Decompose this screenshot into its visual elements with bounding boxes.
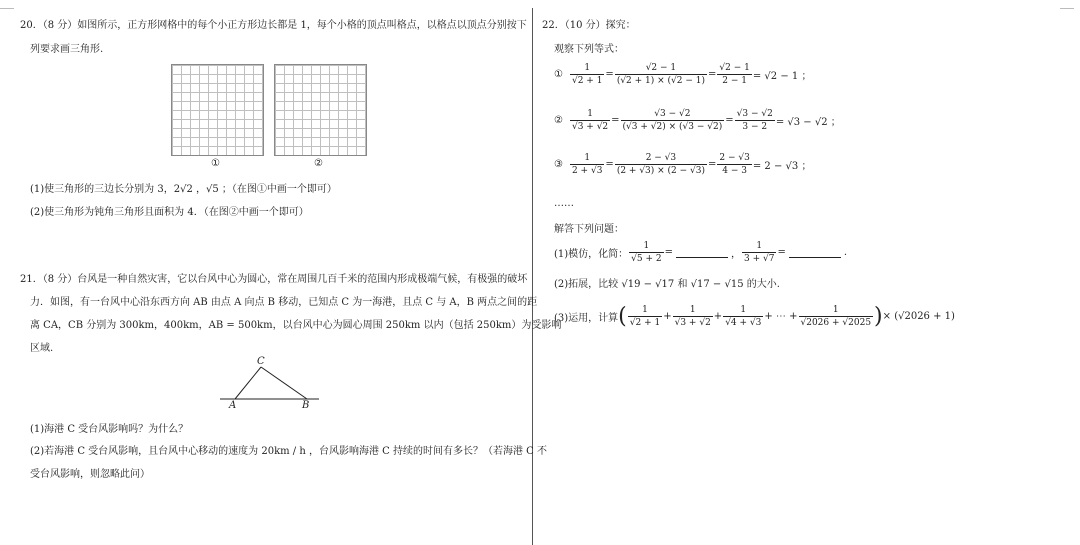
line-bc (261, 367, 307, 399)
q20-sub1: (1)使三角形的三边长分别为 3，2√2 ，√5 ；（在图①中画一个即可） (30, 184, 337, 195)
q22-ellipsis: …… (554, 198, 574, 209)
sub3-term-4: $\frac{1}{√2026 + √2025}$ (800, 305, 872, 328)
eq3-result: = 2 − √3 ； (752, 161, 812, 172)
q22-sub1: (1)模仿，化简： $\frac{1}{√5 + 2}$ = ， $\frac{1}{3 + √7}$ = . (554, 241, 848, 264)
sub3-dots: + ⋯ + (764, 311, 798, 322)
sub3-term-1: $\frac{1}{√2 + 1}$ (629, 305, 661, 328)
eq1-fraction-a: $\frac{1}{√2 + 1}$ (571, 63, 603, 86)
q22-sub3-label: (3)运用，计算 (554, 313, 619, 324)
eq1-result: = √2 − 1 ； (752, 71, 812, 82)
page-corner-right (1060, 0, 1074, 9)
eq2-fraction-a: $\frac{1}{√3 + √2}$ (571, 109, 609, 132)
eq1-fraction-c: $\frac{√2 - 1}{2 - 1}$ (719, 63, 750, 86)
eq2-fraction-b: $\frac{√3 - √2}{(√3 + √2) \times (√3 - √2)}$ (622, 109, 723, 132)
q21-stem-line3: 离 CA，CB 分别为 300km，400km，AB = 500km，以台风中心为圆心周围 250km 以内（包括 250km）为受影响 (30, 320, 562, 331)
q22-sub1-label: (1)模仿，化简： (554, 249, 629, 260)
eq3-fraction-c: $\frac{2 - √3}{4 - 3}$ (719, 153, 750, 176)
q21-stem-line2: 力．如图，有一台风中心沿东西方向 AB 由点 A 向点 B 移动，已知点 C 为一海港，且点 C 与 A，B 两点之间的距 (30, 297, 538, 308)
q22-sub3: (3)运用，计算 ( $\frac{1}{√2 + 1}$ + $\frac{1}{√3 + √2}$ + $\frac{1}{√4 + √3}$ + ⋯ + $\frac{1}{√2026 + √2025}$ ) × (√2026 + 1) (554, 303, 955, 329)
equation-3-number: ③ (554, 159, 563, 170)
sub3-term-2: $\frac{1}{√3 + √2}$ (674, 305, 711, 328)
sub1-fraction-b: $\frac{1}{3 + √7}$ (744, 241, 775, 264)
grid-figure-1-label: ① (211, 158, 220, 169)
q21-stem-line1: 21．（8 分）台风是一种自然灾害，它以台风中心为圆心，常在周围几百千米的范围内形成极端气候，有极强的破坏 (20, 274, 528, 285)
line-ac (235, 367, 261, 399)
q21-sub2-line2: 受台风影响，则忽略此问） (30, 469, 150, 480)
eq3-fraction-a: $\frac{1}{2 + √3}$ (571, 153, 603, 176)
equation-2-number: ② (554, 115, 563, 126)
sub3-tail: × (√2026 + 1) (882, 311, 955, 322)
point-a-label: A (229, 400, 237, 411)
q22-title: 22．（10 分）探究： (542, 20, 636, 31)
grid-figure-2-label: ② (314, 158, 323, 169)
answer-blank-2[interactable] (789, 247, 841, 258)
eq2-result: = √3 − √2 ； (775, 117, 841, 128)
q22-sub2: (2)拓展，比较 √19 − √17 和 √17 − √15 的大小. (554, 279, 780, 290)
column-divider (532, 8, 533, 545)
point-b-label: B (302, 400, 310, 411)
grid-figure-2 (274, 64, 367, 156)
q21-stem-line4: 区域. (30, 343, 54, 354)
q21-sub1: (1)海港 C 受台风影响吗？为什么？ (30, 424, 189, 435)
q20-stem-line1: 20．（8 分）如图所示，正方形网格中的每个小正方形边长都是 1，每个小格的顶点叫格点，以格点以顶点分别按下 (20, 20, 527, 31)
q21-sub2-line1: (2)若海港 C 受台风影响，且台风中心移动的速度为 20km / h ，台风影响海港 C 持续的时间有多长？（若海港 C 不 (30, 446, 547, 457)
q22-answer-intro: 解答下列问题： (554, 224, 624, 235)
sub1-fraction-a: $\frac{1}{√5 + 2}$ (631, 241, 662, 264)
page-corner-left (0, 0, 14, 9)
equation-1: ① $\frac{1}{√2 + 1}$ = $\frac{√2 - 1}{(√2 + 1) \times (√2 - 1)}$ = $\frac{√2 - 1}{2 - 1}$ = √2 − 1 ； (554, 63, 812, 86)
q22-observe: 观察下列等式： (554, 44, 624, 55)
sub3-term-3: $\frac{1}{√4 + √3}$ (725, 305, 762, 328)
equation-2: ② $\frac{1}{√3 + √2}$ = $\frac{√3 - √2}{(√3 + √2) \times (√3 - √2)}$ = $\frac{√3 - √2}{3 - 2}$ = √3 − √2 ； (554, 109, 841, 132)
answer-blank-1[interactable] (676, 247, 728, 258)
equation-3: ③ $\frac{1}{2 + √3}$ = $\frac{2 - √3}{(2 + √3) \times (2 - √3)}$ = $\frac{2 - √3}{4 - 3}$ = 2 − √3 ； (554, 153, 812, 176)
q20-stem-line2: 列要求画三角形. (30, 44, 104, 55)
eq3-fraction-b: $\frac{2 - √3}{(2 + √3) \times (2 - √3)}$ (616, 153, 706, 176)
eq1-fraction-b: $\frac{√2 - 1}{(√2 + 1) \times (√2 - 1)}$ (616, 63, 706, 86)
equation-1-number: ① (554, 69, 563, 80)
eq2-fraction-c: $\frac{√3 - √2}{3 - 2}$ (736, 109, 773, 132)
point-c-label: C (257, 356, 265, 367)
grid-figure-1 (171, 64, 264, 156)
q20-sub2: (2)使三角形为钝角三角形且面积为 4．（在图②中画一个即可） (30, 207, 309, 218)
